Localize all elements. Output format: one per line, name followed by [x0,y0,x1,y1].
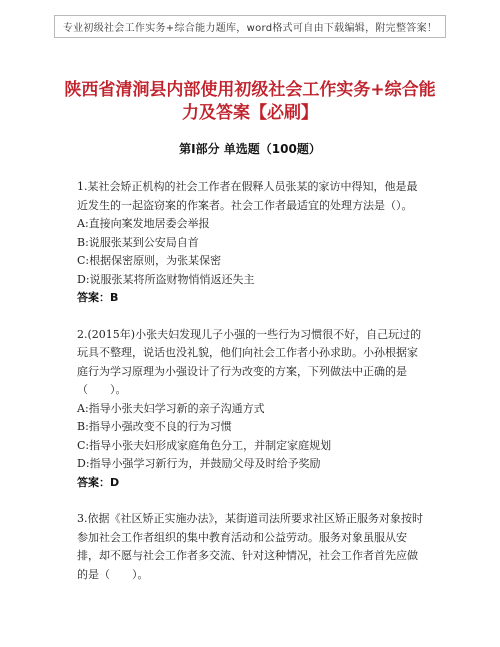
question-list [77,178,425,584]
answer-label: 答案：D [77,475,120,489]
question-block [77,326,425,493]
answer-label: 答案：B [77,291,119,304]
option-a: A:直接向案发地居委会举报 [77,217,210,230]
option-c: C:指导小张夫妇形成家庭角色分工，并制定家庭规划 [77,438,332,452]
option-b: B:指导小强改变不良的行为习惯 [77,420,232,433]
option-a: A:指导小张夫妇学习新的亲子沟通方式 [77,401,265,415]
question-stem: 2.(2015年)小张夫妇发现儿子小强的一些行为习惯很不好，自己玩过的玩具不整理，说话也没礼貌，他们向社会工作者小孙求助。小孙根据家庭行为学习原理为小强设计了行为改变的方案，下列做法中正确的是（ ）。 [77,327,422,396]
section-heading: 第I部分 单选题（100题） [179,142,321,156]
option-d: D:说服张某将所盗财物悄悄返还失主 [77,272,255,286]
header-note: 专业初级社会工作实务+综合能力题库，word格式可自由下载编辑，附完整答案！ [54,15,446,38]
question-block [77,510,425,584]
option-b: B:说服张某到公安局自首 [77,235,199,249]
question-block [77,178,425,308]
question-stem: 1.某社会矫正机构的社会工作者在假释人员张某的家访中得知，他是最近发生的一起盗窃案的作案者。社会工作者最适宜的处理方法是（）。 [77,180,418,212]
option-c: C:根据保密原则，为张某保密 [77,254,222,267]
question-stem: 3.依据《社区矫正实施办法》，某街道司法所要求社区矫正服务对象按时参加社会工作者组织的集中教育活动和公益劳动。服务对象虽服从安排，却不愿与社会工作者多交流、针对这种情况，社会工作者首先应做的是（ ）。 [77,512,423,581]
option-d: D:指导小强学习新行为，并鼓励父母及时给予奖励 [77,457,321,470]
header-banner [0,0,500,52]
document-title: 陕西省清涧县内部使用初级社会工作实务+综合能力及答案【必刷】 [64,80,436,123]
